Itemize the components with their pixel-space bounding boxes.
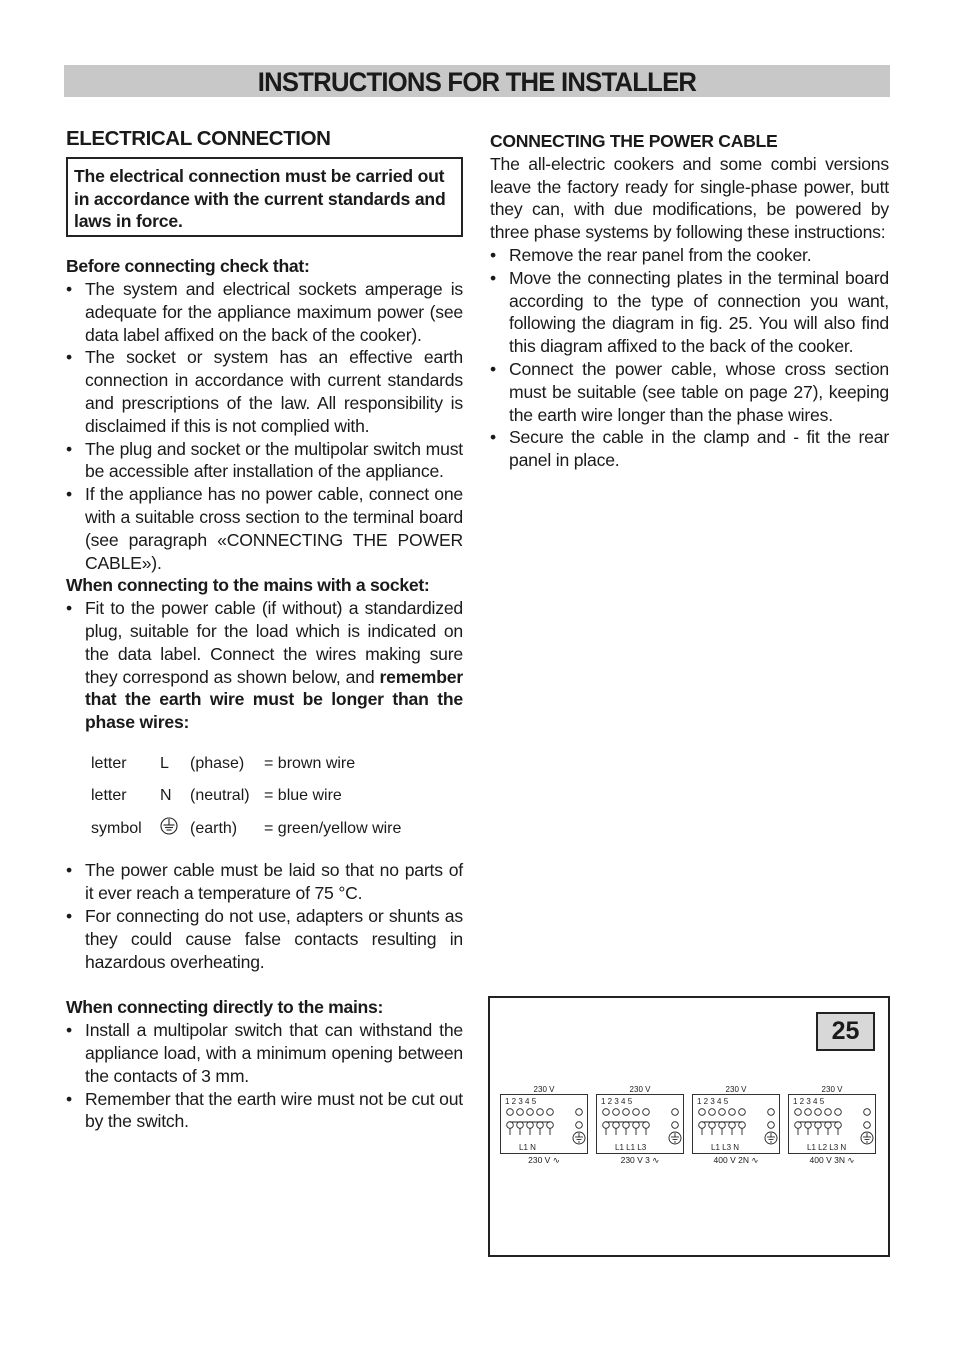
socket-heading: When connecting to the mains with a socket:: [66, 575, 430, 596]
terminal-numbers: 1 2 3 4 5: [601, 1097, 633, 1106]
diagram-top-label: 230 V: [533, 1085, 555, 1094]
diagram-bottom-label: 230 V 3 ∿: [620, 1155, 660, 1165]
after-list: [66, 859, 463, 973]
earth-icon: [573, 1132, 585, 1144]
earth-icon: [861, 1132, 873, 1144]
list-item: [66, 597, 463, 734]
check-heading: Before connecting check that:: [66, 256, 310, 277]
power-cable-heading: CONNECTING THE POWER CABLE: [490, 131, 778, 151]
wire-symbol: N: [160, 787, 172, 805]
figure-number: 25: [816, 1012, 875, 1051]
wire-type: letter: [91, 787, 127, 805]
terminal-diagram: [788, 1085, 876, 1167]
list-item: • The socket or system has an effective earth connection in accordance with current standards and prescriptions of the law. All responsibility is disclaimed if this is not complied with.: [66, 346, 463, 437]
direct-list: [66, 1019, 463, 1133]
earth-icon: [160, 813, 190, 846]
figure-25: [488, 996, 890, 1257]
wire-color: = blue wire: [264, 787, 342, 805]
terminal-diagram: [500, 1085, 588, 1167]
list-item: • Secure the cable in the clamp and - fit the rear panel in place.: [490, 426, 889, 472]
header-banner: [64, 65, 890, 97]
diagram-bottom-label: 400 V 2N ∿: [713, 1155, 759, 1165]
terminal-board-icon: [597, 1095, 685, 1153]
terminal-board-icon: [693, 1095, 781, 1153]
socket-list: [66, 597, 463, 734]
terminal-board-icon: [789, 1095, 877, 1153]
earth-icon: [669, 1132, 681, 1144]
terminal-wires: L1 L3 N: [711, 1143, 740, 1152]
list-item: • Move the connecting plates in the terminal board according to the type of connection you want, following the diagram in fig. 25. You will also find this diagram affixed to the back of the cooker.: [490, 267, 889, 358]
terminal-numbers: 1 2 3 4 5: [505, 1097, 537, 1106]
diagram-bottom-label: 230 V ∿: [528, 1155, 560, 1165]
diagram-top-label: 230 V: [725, 1085, 747, 1094]
wire-type: letter: [91, 754, 127, 772]
terminal-wires: L1 L1 L3: [615, 1143, 647, 1152]
wire-name: (earth): [190, 819, 238, 837]
earth-icon: [765, 1132, 777, 1144]
list-item: • The system and electrical sockets amperage is adequate for the appliance maximum power (see data label affixed on the back of the cooker).: [66, 278, 463, 346]
wire-row: [91, 813, 463, 846]
terminal-diagram: [692, 1085, 780, 1167]
diagram-top-label: 230 V: [821, 1085, 843, 1094]
wire-color: = green/yellow wire: [264, 819, 402, 837]
wire-name: (neutral): [190, 787, 250, 805]
list-item: • Connect the power cable, whose cross section must be suitable (see table on page 27), keeping the earth wire longer than the phase wires.: [490, 358, 889, 426]
right-column: [490, 130, 889, 472]
diagram-top-label: 230 V: [629, 1085, 651, 1094]
terminal-numbers: 1 2 3 4 5: [793, 1097, 825, 1106]
direct-heading: When connecting directly to the mains:: [66, 997, 384, 1018]
list-item: • The power cable must be laid so that no parts of it ever reach a temperature of 75 °C.: [66, 859, 463, 905]
wire-type: symbol: [91, 819, 142, 837]
power-cable-list: [490, 244, 889, 472]
list-item: • The plug and socket or the multipolar switch must be accessible after installation of the appliance.: [66, 438, 463, 484]
list-item: • Install a multipolar switch that can withstand the appliance load, with a minimum opening between the contacts of 3 mm.: [66, 1019, 463, 1087]
list-item: • Remember that the earth wire must not be cut out by the switch.: [66, 1088, 463, 1134]
warning-box: The electrical connection must be carried out in accordance with the current standards and laws in force.: [66, 157, 463, 237]
power-cable-intro: The all-electric cookers and some combi versions leave the factory ready for single-phase power, butt they can, with due modifications, be powered by three phase systems by following these instructions:: [490, 153, 889, 243]
socket-item-text: Fit to the power cable (if without) a standardized plug, suitable for the load which is indicated on the data label. Connect the wires making sure they correspond as shown below, and: [85, 598, 463, 687]
terminal-wires: L1 L2 L3 N: [807, 1143, 847, 1152]
terminal-wires: L1 N: [519, 1143, 536, 1152]
wire-row: [91, 748, 463, 781]
wire-row: [91, 780, 463, 813]
terminal-numbers: 1 2 3 4 5: [697, 1097, 729, 1106]
wire-color: = brown wire: [264, 754, 356, 772]
check-list: [66, 278, 463, 574]
socket-item-bold: remember that the earth wire must be longer than the phase wires:: [85, 666, 463, 733]
section-heading: ELECTRICAL CONNECTION: [66, 127, 331, 150]
left-column: [66, 128, 463, 1133]
list-item: • Remove the rear panel from the cooker.: [490, 244, 889, 267]
terminal-diagram: [596, 1085, 684, 1167]
wire-name: (phase): [190, 754, 245, 772]
list-item: • For connecting do not use, adapters or shunts as they could cause false contacts resulting in hazardous overheating.: [66, 905, 463, 973]
page-title: INSTRUCTIONS FOR THE INSTALLER: [257, 67, 697, 97]
diagram-bottom-label: 400 V 3N ∿: [809, 1155, 855, 1165]
terminal-board-icon: [501, 1095, 589, 1153]
list-item: • If the appliance has no power cable, connect one with a suitable cross section to the terminal board (see paragraph «CONNECTING THE POWER CABLE»).: [66, 483, 463, 574]
wire-table: [91, 748, 463, 846]
wire-symbol: L: [160, 754, 169, 772]
